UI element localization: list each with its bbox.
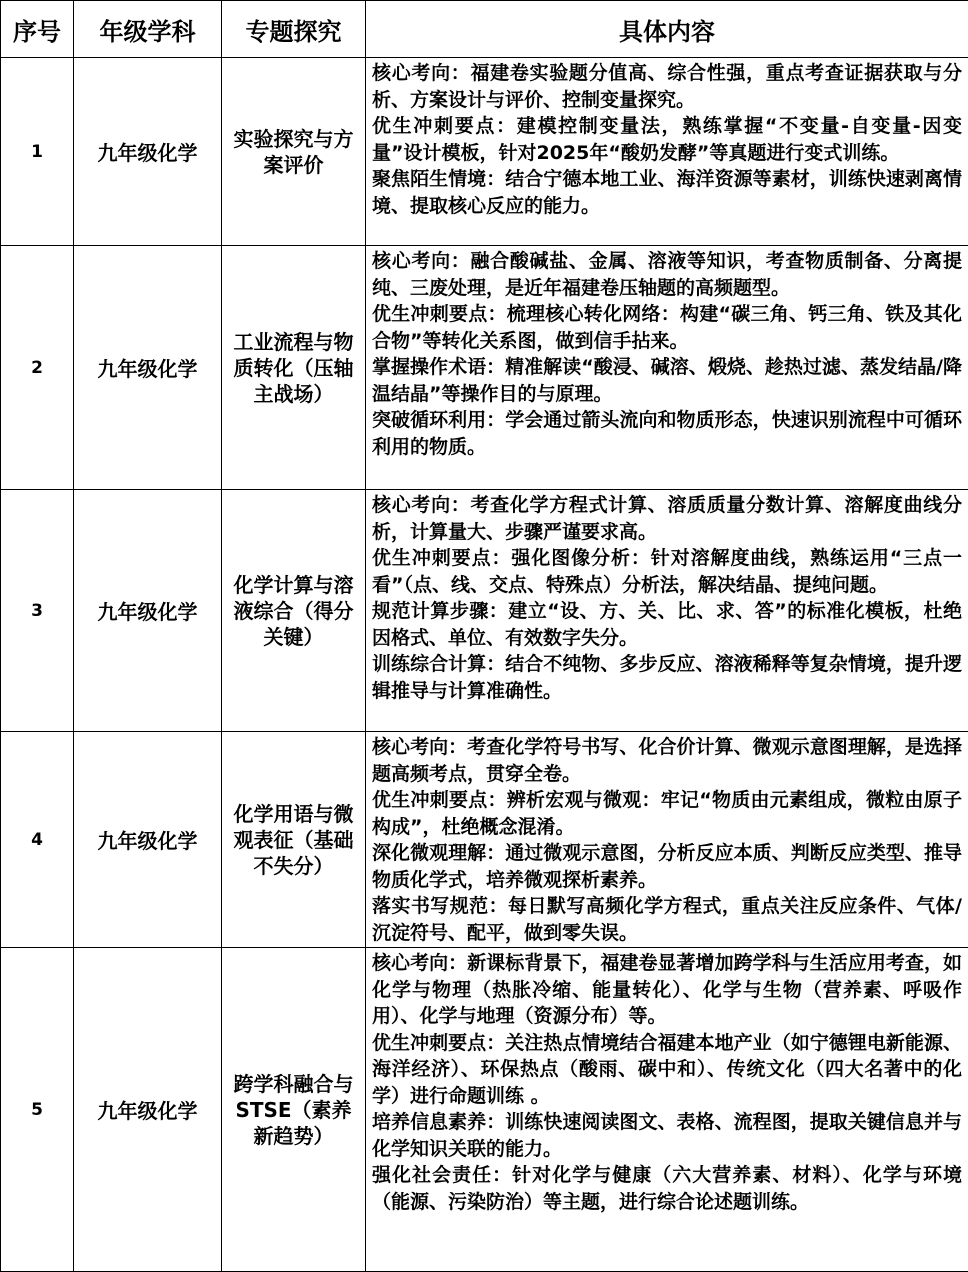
content-line: 掌握操作术语：精准解读“酸浸、碱溶、煅烧、趁热过滤、蒸发结晶/降温结晶”等操作目的与原理。 [372, 356, 962, 405]
content-line: 核心考向：考查化学符号书写、化合价计算、微观示意图理解，是选择题高频考点，贯穿全卷。 [372, 736, 962, 785]
content-line: 核心考向：福建卷实验题分值高、综合性强，重点考查证据获取与分析、方案设计与评价、控制变量探究。 [372, 62, 962, 111]
content-line: 核心考向：融合酸碱盐、金属、溶液等知识，考查物质制备、分离提纯、三废处理，是近年福建卷压轴题的高频题型。 [372, 250, 962, 299]
content-line: 深化微观理解：通过微观示意图，分析反应本质、判断反应类型、推导物质化学式，培养微观探析素养。 [372, 842, 962, 891]
content-line: 优生冲刺要点：辨析宏观与微观：牢记“物质由元素组成，微粒由原子构成”，杜绝概念混淆。 [372, 789, 962, 838]
content-line: 核心考向：新课标背景下，福建卷显著增加跨学科与生活应用考查，如化学与物理（热胀冷缩、能量转化）、化学与生物（营养素、呼吸作用）、化学与地理（资源分布）等。 [372, 952, 962, 1027]
content-line: 优生冲刺要点：强化图像分析：针对溶解度曲线，熟练运用“三点一看”（点、线、交点、特殊点）分析法，解决结晶、提纯问题。 [372, 547, 962, 596]
content-line: 培养信息素养：训练快速阅读图文、表格、流程图，提取关键信息并与化学知识关联的能力。 [372, 1111, 962, 1160]
table-row [1, 58, 968, 246]
row-topic: 工业流程与物质转化（压轴主战场） [222, 246, 366, 490]
row-topic: 实验探究与方案评价 [222, 58, 366, 246]
header-subject: 年级学科 [74, 1, 222, 58]
content-line: 落实书写规范：每日默写高频化学方程式，重点关注反应条件、气体/沉淀符号、配平，做到零失误。 [372, 895, 962, 944]
table-row [1, 732, 968, 948]
row-subject: 九年级化学 [74, 948, 222, 1272]
row-index: 2 [1, 246, 74, 490]
row-content [366, 490, 968, 732]
row-subject: 九年级化学 [74, 246, 222, 490]
content-line: 突破循环利用：学会通过箭头流向和物质形态，快速识别流程中可循环利用的物质。 [372, 409, 962, 458]
content-line: 优生冲刺要点：梳理核心转化网络：构建“碳三角、钙三角、铁及其化合物”等转化关系图，做到信手拈来。 [372, 303, 962, 352]
row-index: 4 [1, 732, 74, 948]
content-line: 强化社会责任：针对化学与健康（六大营养素、材料）、化学与环境（能源、污染防治）等主题，进行综合论述题训练。 [372, 1164, 962, 1213]
header-topic: 专题探究 [222, 1, 366, 58]
header-index: 序号 [1, 1, 74, 58]
content-line: 核心考向：考查化学方程式计算、溶质质量分数计算、溶解度曲线分析，计算量大、步骤严谨要求高。 [372, 494, 962, 543]
header-row [1, 1, 968, 58]
row-subject: 九年级化学 [74, 732, 222, 948]
row-content [366, 246, 968, 490]
table-row [1, 246, 968, 490]
table-row [1, 490, 968, 732]
row-topic: 化学用语与微观表征（基础不失分） [222, 732, 366, 948]
row-content [366, 732, 968, 948]
row-topic: 跨学科融合与STSE（素养新趋势） [222, 948, 366, 1272]
row-content [366, 948, 968, 1272]
content-line: 规范计算步骤：建立“设、方、关、比、求、答”的标准化模板，杜绝因格式、单位、有效数字失分。 [372, 600, 962, 649]
header-content: 具体内容 [366, 1, 968, 58]
content-line: 聚焦陌生情境：结合宁德本地工业、海洋资源等素材，训练快速剥离情境、提取核心反应的能力。 [372, 168, 962, 217]
content-line: 优生冲刺要点：建模控制变量法，熟练掌握“不变量-自变量-因变量”设计模板，针对2025年“酸奶发酵”等真题进行变式训练。 [372, 115, 962, 164]
row-subject: 九年级化学 [74, 58, 222, 246]
content-line: 训练综合计算：结合不纯物、多步反应、溶液稀释等复杂情境，提升逻辑推导与计算准确性。 [372, 653, 962, 702]
row-content [366, 58, 968, 246]
row-topic: 化学计算与溶液综合（得分关键） [222, 490, 366, 732]
row-index: 3 [1, 490, 74, 732]
table-row [1, 948, 968, 1272]
row-index: 1 [1, 58, 74, 246]
row-subject: 九年级化学 [74, 490, 222, 732]
row-index: 5 [1, 948, 74, 1272]
content-line: 优生冲刺要点：关注热点情境结合福建本地产业（如宁德锂电新能源、海洋经济）、环保热点（酸雨、碳中和）、传统文化（四大名著中的化学）进行命题训练 。 [372, 1031, 962, 1107]
